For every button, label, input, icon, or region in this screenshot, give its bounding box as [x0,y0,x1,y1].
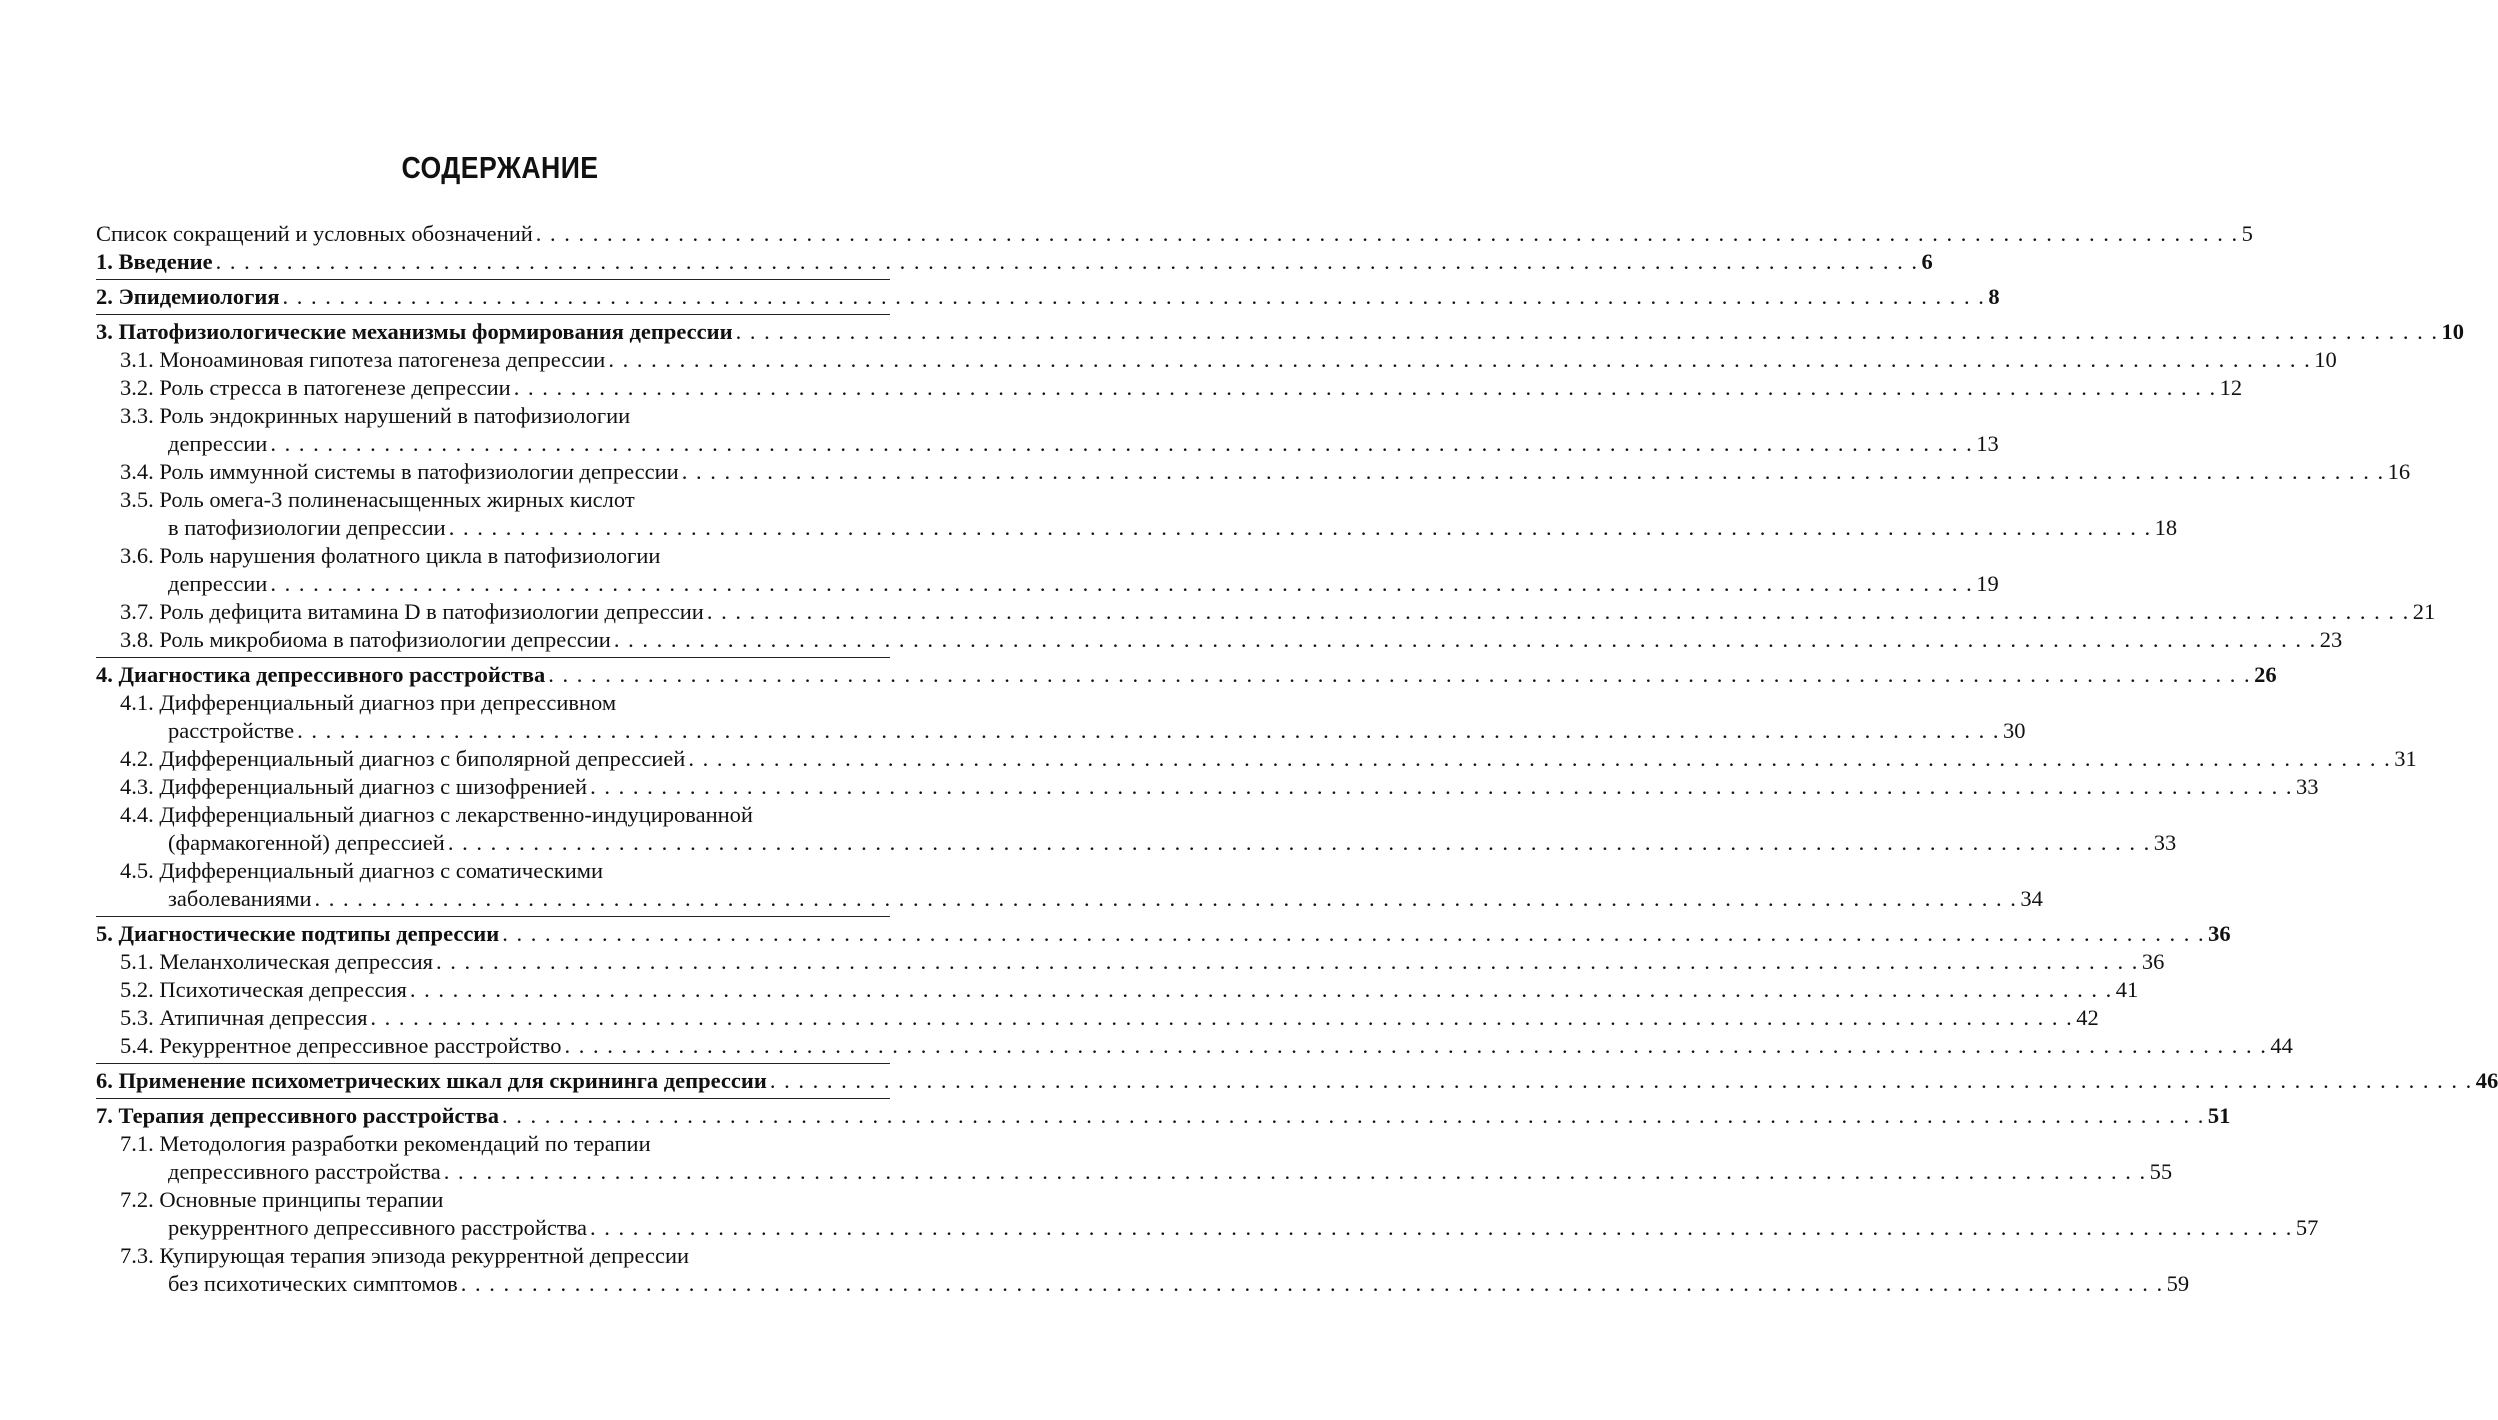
toc-entry-label-line1: 4.1. Дифференциальный диагноз при депрессивном [120,690,617,715]
toc-entry-label: 5.2. Психотическая депрессия [120,977,407,1002]
leader-dots: . . . . . . . . . . . . . . . . . . . . . . . . . . . . . . . . . . . . . . . . . . . . . . . . . . . . . . . . . . . . . . . . . . . . . . . . . . . . . . . . . . . . . . . . . . . . . . . . . . . . . . . . . . . . . . . . . . . . . . . . [590,774,2293,799]
toc-entry [96,1158,2173,1186]
leader-dots: . . . . . . . . . . . . . . . . . . . . . . . . . . . . . . . . . . . . . . . . . . . . . . . . . . . . . . . . . . . . . . . . . . . . . . . . . . . . . . . . . . . . . . . . . . . . . . . . . . . . . . . . . . . . . . . . . . . . . . . . [314,886,2018,911]
leader-dots: . . . . . . . . . . . . . . . . . . . . . . . . . . . . . . . . . . . . . . . . . . . . . . . . . . . . . . . . . . . . . . . . . . . . . . . . . . . . . . . . . . . . . . . . . . . . . . . . . . . . . . . . . . . . . . . . . . . . . . . . [270,571,1974,596]
toc-entry [96,570,1999,598]
leader-dots: . . . . . . . . . . . . . . . . . . . . . . . . . . . . . . . . . . . . . . . . . . . . . . . . . . . . . . . . . . . . . . . . . . . . . . . . . . . . . . . . . . . . . . . . . . . . . . . . . . . . . . . . . . . . . . . . . . . . . . . . [447,830,2151,855]
toc-entry-label: 7. Терапия депрессивного расстройства [96,1103,500,1128]
leader-dots: . . . . . . . . . . . . . . . . . . . . . . . . . . . . . . . . . . . . . . . . . . . . . . . . . . . . . . . . . . . . . . . . . . . . . . . . . . . . . . . . . . . . . . . . . . . . . . . . . . . . . . . . . . . . . . . . . . . . . . . . [270,431,1974,456]
toc-entry-page: 26 [2254,662,2277,687]
toc-entry-page: 55 [2149,1159,2173,1184]
leader-dots: . . . . . . . . . . . . . . . . . . . . . . . . . . . . . . . . . . . . . . . . . . . . . . . . . . . . . . . . . . . . . . . . . . . . . . . . . . . . . . . . . . . . . . . . . . . . . . . . . . . . . . . . . . . . . . . . . . . . . . . . [681,459,2385,484]
toc-entry-label: 5. Диагностические подтипы депрессии [96,921,500,946]
toc-entry [96,220,2253,248]
toc-entry-page: 34 [2020,886,2043,911]
leader-dots: . . . . . . . . . . . . . . . . . . . . . . . . . . . . . . . . . . . . . . . . . . . . . . . . . . . . . . . . . . . . . . . . . . . . . . . . . . . . . . . . . . . . . . . . . . . . . . . . . . . . . . . . . . . . . . . . . . . . . . . . [564,1033,2268,1058]
toc-entry-label-line1: 3.6. Роль нарушения фолатного цикла в патофизиологии [120,543,661,568]
leader-dots: . . . . . . . . . . . . . . . . . . . . . . . . . . . . . . . . . . . . . . . . . . . . . . . . . . . . . . . . . . . . . . . . . . . . . . . . . . . . . . . . . . . . . . . . . . . . . . . . . . . . . . . . . . . . . . . . . . . . . . . . [608,347,2312,372]
toc-entry-label: 3.1. Моноаминовая гипотеза патогенеза депрессии [120,347,606,372]
toc-entry [96,1098,2231,1130]
toc-entry-page: 5 [2241,221,2253,246]
toc-entry-page: 59 [2166,1271,2190,1296]
toc-subentry [96,689,2026,745]
toc-entry [96,598,2436,626]
toc-subentry [96,402,1999,458]
toc-entry [96,458,2411,486]
toc-entry-label: 4.2. Дифференциальный диагноз с биполярной депрессией [120,746,686,771]
toc-entry [96,374,2243,402]
toc-entry-page: 13 [1976,431,1999,456]
toc-entry-page: 30 [2003,718,2026,743]
leader-dots: . . . . . . . . . . . . . . . . . . . . . . . . . . . . . . . . . . . . . . . . . . . . . . . . . . . . . . . . . . . . . . . . . . . . . . . . . . . . . . . . . . . . . . . . . . . . . . . . . . . . . . . . . . . . . . . . . . . . . . . . [513,375,2217,400]
toc-subentry [96,1242,2190,1298]
leader-dots: . . . . . . . . . . . . . . . . . . . . . . . . . . . . . . . . . . . . . . . . . . . . . . . . . . . . . . . . . . . . . . . . . . . . . . . . . . . . . . . . . . . . . . . . . . . . . . . . . . . . . . . . . . . . . . . . . . . . . . . . [460,1271,2164,1296]
toc-entry-label-line1: 3.5. Роль омега-3 полиненасыщенных жирных кислот [120,487,635,512]
toc-entry-label: 4.3. Дифференциальный диагноз с шизофренией [120,774,588,799]
toc-entry [96,1063,2498,1095]
leader-dots: . . . . . . . . . . . . . . . . . . . . . . . . . . . . . . . . . . . . . . . . . . . . . . . . . . . . . . . . . . . . . . . . . . . . . . . . . . . . . . . . . . . . . . . . . . . . . . . . . . . . . . . . . . . . . . . . . . . . . . . . [769,1068,2473,1093]
toc-entry-page: 6 [1921,249,1933,274]
leader-dots: . . . . . . . . . . . . . . . . . . . . . . . . . . . . . . . . . . . . . . . . . . . . . . . . . . . . . . . . . . . . . . . . . . . . . . . . . . . . . . . . . . . . . . . . . . . . . . . . . . . . . . . . . . . . . . . . . . . . . . . . [297,718,2001,743]
toc-entry-page: 8 [1988,284,2000,309]
toc-entry [96,514,2178,542]
toc-entry-label: (фармакогенной) депрессией [168,830,445,855]
leader-dots: . . . . . . . . . . . . . . . . . . . . . . . . . . . . . . . . . . . . . . . . . . . . . . . . . . . . . . . . . . . . . . . . . . . . . . . . . . . . . . . . . . . . . . . . . . . . . . . . . . . . . . . . . . . . . . . . . . . . . . . . [548,662,2252,687]
toc-entry-label: без психотических симптомов [168,1271,458,1296]
toc-entry [96,745,2417,773]
toc-subentry [96,542,1999,598]
toc-entry-page: 44 [2270,1033,2293,1058]
toc-entry-label: заболеваниями [168,886,312,911]
toc-entry-page: 16 [2387,459,2411,484]
toc-entry-page: 57 [2295,1215,2319,1240]
toc-entry-page: 41 [2115,977,2139,1002]
toc-entry [96,657,2277,689]
leader-dots: . . . . . . . . . . . . . . . . . . . . . . . . . . . . . . . . . . . . . . . . . . . . . . . . . . . . . . . . . . . . . . . . . . . . . . . . . . . . . . . . . . . . . . . . . . . . . . . . . . . . . . . . . . . . . . . . . . . . . . . . [215,249,1919,274]
toc-entry-label-line1: 3.3. Роль эндокринных нарушений в патофизиологии [120,403,631,428]
toc-entry [96,1004,2099,1032]
toc-entry-label-line1: 7.3. Купирующая терапия эпизода рекуррентной депрессии [120,1243,690,1268]
toc-entry [96,976,2139,1004]
toc-entry [96,773,2319,801]
toc-entry-page: 36 [2208,921,2231,946]
toc-entry [96,717,2026,745]
toc-entry-label-line1: 7.1. Методология разработки рекомендаций по терапии [120,1131,651,1156]
toc-entry-label: 6. Применение психометрических шкал для скрининга депрессии [96,1068,767,1093]
toc-entry-page: 42 [2076,1005,2099,1030]
toc-subentry [96,801,2177,857]
toc-entry [96,430,1999,458]
toc-entry-page: 31 [2394,746,2417,771]
toc-entry-page: 33 [2153,830,2177,855]
toc-subentry [96,1186,2319,1242]
leader-dots: . . . . . . . . . . . . . . . . . . . . . . . . . . . . . . . . . . . . . . . . . . . . . . . . . . . . . . . . . . . . . . . . . . . . . . . . . . . . . . . . . . . . . . . . . . . . . . . . . . . . . . . . . . . . . . . . . . . . . . . . [282,284,1986,309]
toc-entry-label: 2. Эпидемиология [96,284,280,309]
leader-dots: . . . . . . . . . . . . . . . . . . . . . . . . . . . . . . . . . . . . . . . . . . . . . . . . . . . . . . . . . . . . . . . . . . . . . . . . . . . . . . . . . . . . . . . . . . . . . . . . . . . . . . . . . . . . . . . . . . . . . . . . [735,319,2439,344]
toc-entry [96,346,2337,374]
toc-entry-label-line1: 4.5. Дифференциальный диагноз с соматическими [120,858,604,883]
toc-entry [96,1032,2293,1060]
toc-entry-label: 3.4. Роль иммунной системы в патофизиологии депрессии [120,459,679,484]
toc-entry-label: 5.4. Рекуррентное депрессивное расстройство [120,1033,562,1058]
leader-dots: . . . . . . . . . . . . . . . . . . . . . . . . . . . . . . . . . . . . . . . . . . . . . . . . . . . . . . . . . . . . . . . . . . . . . . . . . . . . . . . . . . . . . . . . . . . . . . . . . . . . . . . . . . . . . . . . . . . . . . . . [688,746,2392,771]
toc-entry [96,1214,2319,1242]
toc-subentry [96,486,2178,542]
leader-dots: . . . . . . . . . . . . . . . . . . . . . . . . . . . . . . . . . . . . . . . . . . . . . . . . . . . . . . . . . . . . . . . . . . . . . . . . . . . . . . . . . . . . . . . . . . . . . . . . . . . . . . . . . . . . . . . . . . . . . . . . [409,977,2113,1002]
leader-dots: . . . . . . . . . . . . . . . . . . . . . . . . . . . . . . . . . . . . . . . . . . . . . . . . . . . . . . . . . . . . . . . . . . . . . . . . . . . . . . . . . . . . . . . . . . . . . . . . . . . . . . . . . . . . . . . . . . . . . . . . [502,921,2206,946]
toc-entry [96,626,2343,654]
toc-entry [96,829,2177,857]
toc-entry-page: 51 [2207,1103,2231,1128]
leader-dots: . . . . . . . . . . . . . . . . . . . . . . . . . . . . . . . . . . . . . . . . . . . . . . . . . . . . . . . . . . . . . . . . . . . . . . . . . . . . . . . . . . . . . . . . . . . . . . . . . . . . . . . . . . . . . . . . . . . . . . . . [370,1005,2074,1030]
toc-entry [96,248,1933,276]
toc-entry-label: 1. Введение [96,249,213,274]
leader-dots: . . . . . . . . . . . . . . . . . . . . . . . . . . . . . . . . . . . . . . . . . . . . . . . . . . . . . . . . . . . . . . . . . . . . . . . . . . . . . . . . . . . . . . . . . . . . . . . . . . . . . . . . . . . . . . . . . . . . . . . . [590,1215,2293,1240]
toc-entry-page: 46 [2475,1068,2498,1093]
toc-entry-page: 19 [1976,571,1999,596]
toc-entry-label: депрессии [168,571,268,596]
toc-entry-label: рекуррентного депрессивного расстройства [168,1215,588,1240]
toc-entry-label: расстройстве [168,718,295,743]
page-title: СОДЕРЖАНИЕ [401,150,599,185]
toc-entry [96,948,2165,976]
toc-entry-label: 4. Диагностика депрессивного расстройства [96,662,546,687]
toc-entry-page: 23 [2319,627,2343,652]
toc-entry-page: 33 [2295,774,2319,799]
toc-entry-label: 5.1. Меланхолическая депрессия [120,949,433,974]
toc-entry [96,916,2231,948]
toc-entry [96,279,2000,311]
toc-subentry [96,1130,2173,1186]
toc-entry-label: 3.7. Роль дефицита витамина D в патофизиологии депрессии [120,599,704,624]
leader-dots: . . . . . . . . . . . . . . . . . . . . . . . . . . . . . . . . . . . . . . . . . . . . . . . . . . . . . . . . . . . . . . . . . . . . . . . . . . . . . . . . . . . . . . . . . . . . . . . . . . . . . . . . . . . . . . . . . . . . . . . . [448,515,2152,540]
toc-entry [96,885,2043,913]
toc-entry-page: 21 [2412,599,2436,624]
toc-entry-page: 18 [2154,515,2178,540]
toc-subentry [96,857,2043,913]
toc-entry-label: 5.3. Атипичная депрессия [120,1005,368,1030]
leader-dots: . . . . . . . . . . . . . . . . . . . . . . . . . . . . . . . . . . . . . . . . . . . . . . . . . . . . . . . . . . . . . . . . . . . . . . . . . . . . . . . . . . . . . . . . . . . . . . . . . . . . . . . . . . . . . . . . . . . . . . . . [435,949,2139,974]
toc-entry-label-line1: 4.4. Дифференциальный диагноз с лекарственно-индуцированной [120,802,753,827]
toc-entry-label: 3.2. Роль стресса в патогенезе депрессии [120,375,511,400]
toc-entry-label: депрессивного расстройства [168,1159,441,1184]
toc-entry-label: в патофизиологии депрессии [168,515,446,540]
toc-entry-page: 10 [2441,319,2464,344]
leader-dots: . . . . . . . . . . . . . . . . . . . . . . . . . . . . . . . . . . . . . . . . . . . . . . . . . . . . . . . . . . . . . . . . . . . . . . . . . . . . . . . . . . . . . . . . . . . . . . . . . . . . . . . . . . . . . . . . . . . . . . . . [443,1159,2147,1184]
toc-entry-label: 3. Патофизиологические механизмы формирования депрессии [96,319,733,344]
toc-entry-label-line1: 7.2. Основные принципы терапии [120,1187,444,1212]
leader-dots: . . . . . . . . . . . . . . . . . . . . . . . . . . . . . . . . . . . . . . . . . . . . . . . . . . . . . . . . . . . . . . . . . . . . . . . . . . . . . . . . . . . . . . . . . . . . . . . . . . . . . . . . . . . . . . . . . . . . . . . . [613,627,2317,652]
toc-entry [96,314,2464,346]
toc-entry [96,1270,2190,1298]
toc-entry-page: 36 [2141,949,2165,974]
leader-dots: . . . . . . . . . . . . . . . . . . . . . . . . . . . . . . . . . . . . . . . . . . . . . . . . . . . . . . . . . . . . . . . . . . . . . . . . . . . . . . . . . . . . . . . . . . . . . . . . . . . . . . . . . . . . . . . . . . . . . . . . [502,1103,2205,1128]
table-of-contents [96,220,2498,1298]
leader-dots: . . . . . . . . . . . . . . . . . . . . . . . . . . . . . . . . . . . . . . . . . . . . . . . . . . . . . . . . . . . . . . . . . . . . . . . . . . . . . . . . . . . . . . . . . . . . . . . . . . . . . . . . . . . . . . . . . . . . . . . . [706,599,2410,624]
toc-entry-page: 10 [2314,347,2337,372]
toc-entry-label: 3.8. Роль микробиома в патофизиологии депрессии [120,627,611,652]
toc-entry-label: депрессии [168,431,268,456]
toc-entry-label: Список сокращений и условных обозначений [96,221,533,246]
toc-entry-page: 12 [2219,375,2243,400]
leader-dots: . . . . . . . . . . . . . . . . . . . . . . . . . . . . . . . . . . . . . . . . . . . . . . . . . . . . . . . . . . . . . . . . . . . . . . . . . . . . . . . . . . . . . . . . . . . . . . . . . . . . . . . . . . . . . . . . . . . . . . . . [535,221,2239,246]
